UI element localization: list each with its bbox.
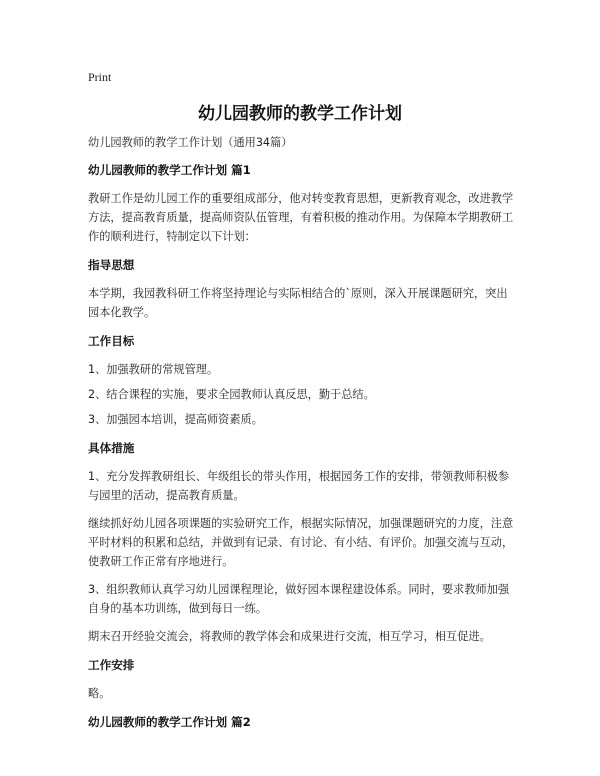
section-2-heading: 幼儿园教师的教学工作计划 篇2 <box>88 715 251 729</box>
measure-paragraph: 1、充分发挥教研组长、年级组长的带头作用，根据园务工作的安排，带领教师积极参与园里的活动，提高教育质量。 <box>88 470 510 502</box>
measure-paragraph: 期末召开经验交流会，将教师的教学体会和成果进行交流，相互学习，相互促进。 <box>88 630 491 643</box>
measures-heading: 具体措施 <box>88 441 135 455</box>
guiding-heading: 指导思想 <box>88 258 135 272</box>
article-body <box>88 133 518 732</box>
goal-item: 1、加强教研的常规管理。 <box>88 363 219 376</box>
page-title: 幼儿园教师的教学工作计划 <box>198 104 402 124</box>
section-1-heading: 幼儿园教师的教学工作计划 篇1 <box>88 163 251 177</box>
goal-item: 3、加强园本培训，提高师资素质。 <box>88 413 263 426</box>
guiding-paragraph: 本学期，我园教科研工作将坚持理论与实际相结合的`原则，深入开展课题研究，突出园本化教学。 <box>88 287 508 319</box>
arrangement-heading: 工作安排 <box>88 658 135 672</box>
measure-paragraph: 3、组织教师认真学习幼儿园课程理论，做好园本课程建设体系。同时，要求教师加强自身的基本功训练，做到每日一练。 <box>88 583 510 615</box>
print-link[interactable]: Print <box>88 70 112 84</box>
intro-paragraph: 教研工作是幼儿园工作的重要组成部分，他对转变教育思想，更新教育观念，改进教学方法，提高教育质量，提高师资队伍管理，有着积极的推动作用。为保障本学期教研工作的顺利进行，特制定以下计划： <box>88 192 514 243</box>
subtitle: 幼儿园教师的教学工作计划（通用34篇） <box>88 136 293 149</box>
measure-paragraph: 继续抓好幼儿园各项课题的实验研究工作，根据实际情况，加强课题研究的力度，注意平时材料的积累和总结，并做到有记录、有讨论、有小结、有评价。加强交流与互动，使教研工作正常有序地进行。 <box>88 517 514 568</box>
goals-heading: 工作目标 <box>88 334 135 348</box>
goal-item: 2、结合课程的实施，要求全园教师认真反思，勤于总结。 <box>88 388 375 401</box>
arrangement-text: 略。 <box>88 687 111 700</box>
